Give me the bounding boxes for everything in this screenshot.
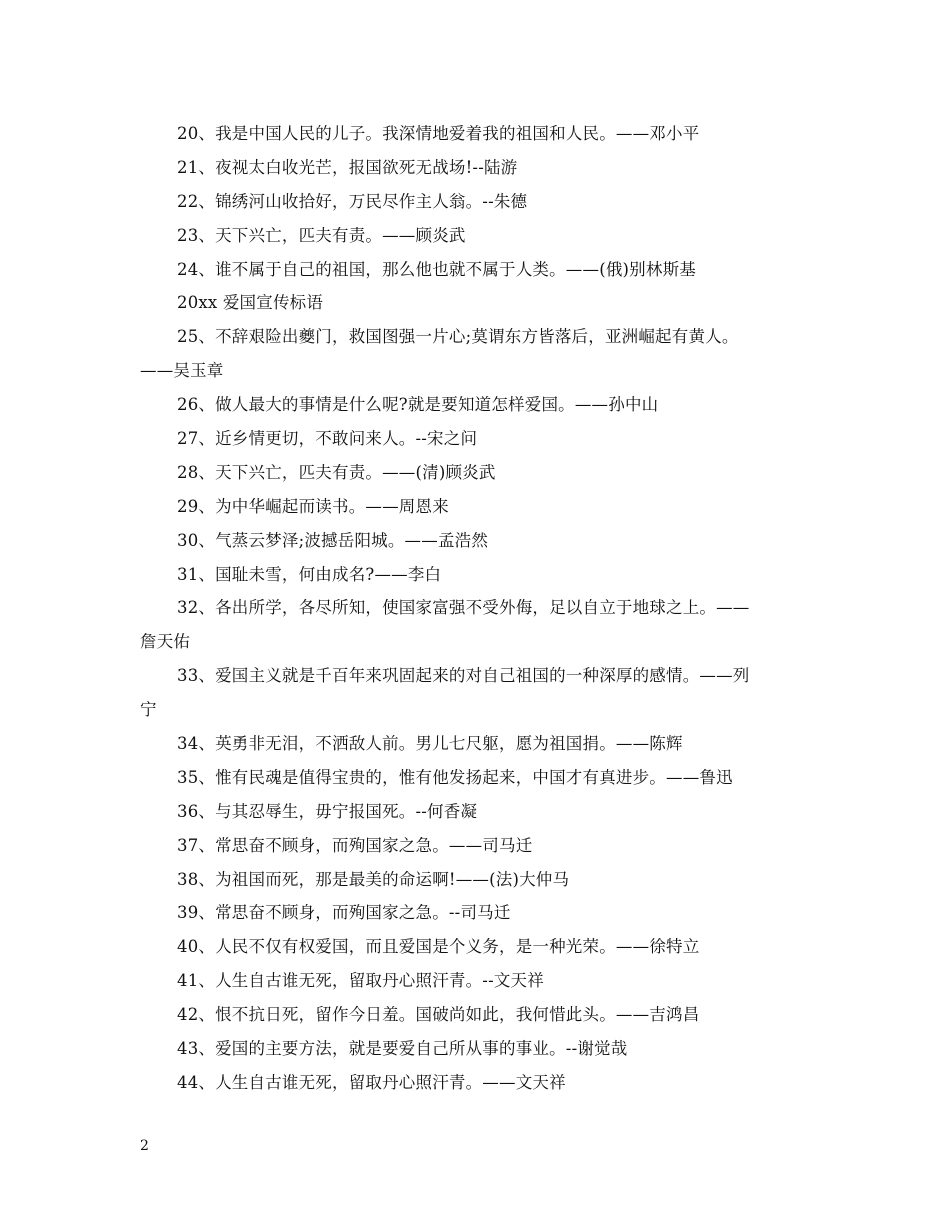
text-line: 42、恨不抗日死，留作今日羞。国破尚如此，我何惜此头。——吉鸿昌 <box>177 1005 700 1025</box>
text-line: 37、常思奋不顾身，而殉国家之急。——司马迁 <box>177 835 533 855</box>
text-line: 33、爱国主义就是千百年来巩固起来的对自己祖国的一种深厚的感情。——列 <box>177 666 750 686</box>
text-line: ——吴玉章 <box>140 361 224 381</box>
text-line: 20xx 爱国宣传标语 <box>177 293 324 313</box>
text-line: 28、天下兴亡，匹夫有责。——(清)顾炎武 <box>177 462 496 482</box>
text-line: 25、不辞艰险出夔门，救国图强一片心;莫谓东方皆落后，亚洲崛起有黄人。 <box>177 327 739 347</box>
text-line: 44、人生自古谁无死，留取丹心照汗青。——文天祥 <box>177 1072 566 1092</box>
text-line: 34、英勇非无泪，不洒敌人前。男儿七尺躯，愿为祖国捐。——陈辉 <box>177 734 683 754</box>
text-line: 43、爱国的主要方法，就是要爱自己所从事的事业。--谢觉哉 <box>177 1039 628 1059</box>
text-line: 20、我是中国人民的儿子。我深情地爱着我的祖国和人民。——邓小平 <box>177 124 700 143</box>
text-line: 27、近乡情更切，不敢问来人。--宋之问 <box>177 429 478 449</box>
text-line: 21、夜视太白收光芒，报国欲死无战场!--陆游 <box>177 157 518 177</box>
page-number: 2 <box>140 1138 149 1154</box>
text-line: 40、人民不仅有权爱国，而且爱国是个义务，是一种光荣。——徐特立 <box>177 937 700 957</box>
text-line: 宁 <box>140 700 157 720</box>
text-line: 26、做人最大的事情是什么呢?就是要知道怎样爱国。——孙中山 <box>177 395 659 415</box>
text-line: 29、为中华崛起而读书。——周恩来 <box>177 496 449 516</box>
text-line: 31、国耻未雪，何由成名?——李白 <box>177 564 442 584</box>
text-line: 32、各出所学，各尽所知，使国家富强不受外侮，足以自立于地球之上。—— <box>177 598 750 618</box>
text-line: 36、与其忍辱生，毋宁报国死。--何香凝 <box>177 801 478 821</box>
text-line: 41、人生自古谁无死，留取丹心照汗青。--文天祥 <box>177 971 544 991</box>
text-line: 38、为祖国而死，那是最美的命运啊!——(法)大仲马 <box>177 869 570 889</box>
text-line: 39、常思奋不顾身，而殉国家之急。--司马迁 <box>177 903 511 923</box>
document-body <box>140 117 820 1100</box>
text-line: 22、锦绣河山收拾好，万民尽作主人翁。--朱德 <box>177 191 528 211</box>
text-line: 詹天佑 <box>140 632 191 652</box>
text-line: 24、谁不属于自己的祖国，那么他也就不属于人类。——(俄)别林斯基 <box>177 259 696 279</box>
text-line: 35、惟有民魂是值得宝贵的，惟有他发扬起来，中国才有真进步。——鲁迅 <box>177 767 733 787</box>
text-line: 23、天下兴亡，匹夫有责。——顾炎武 <box>177 225 466 245</box>
text-line: 30、气蒸云梦泽;波撼岳阳城。——孟浩然 <box>177 530 489 550</box>
